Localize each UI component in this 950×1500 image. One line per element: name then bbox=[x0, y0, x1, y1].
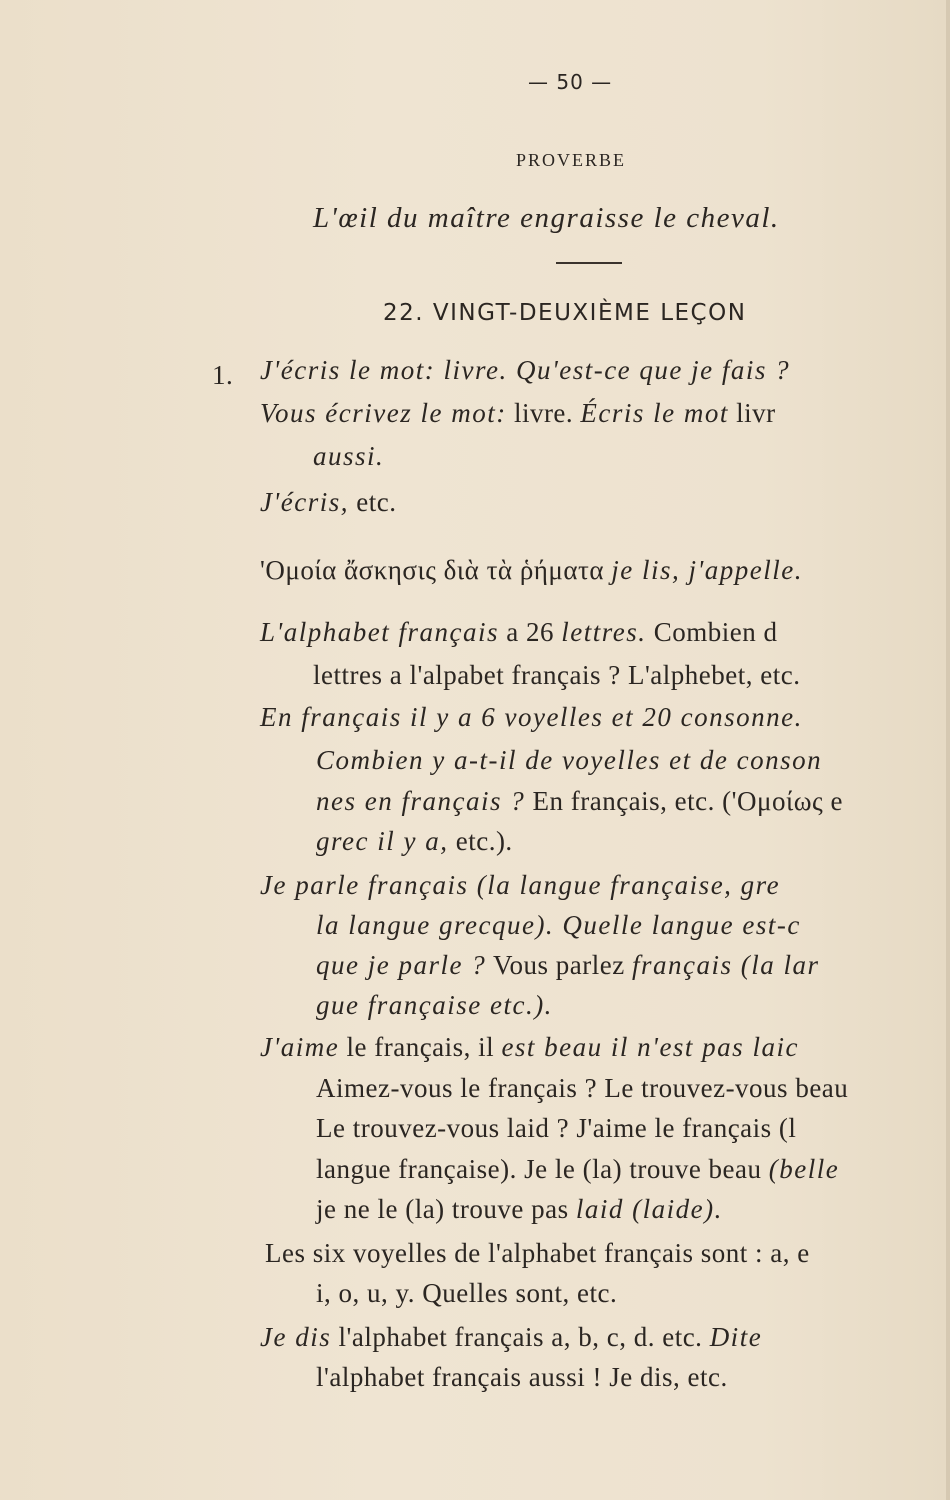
text-span: est beau il n'est pas laic bbox=[501, 1032, 799, 1062]
text-span: (belle bbox=[768, 1154, 840, 1184]
text-span: etc. bbox=[349, 487, 397, 517]
item-number: 1. bbox=[212, 360, 234, 390]
text-line-15 bbox=[316, 990, 553, 1021]
text-span: J'écris, bbox=[260, 487, 349, 517]
text-line-24 bbox=[316, 1362, 728, 1393]
text-span: langue française). Je le (la) trouve beau bbox=[316, 1154, 769, 1184]
text-span: a 26 bbox=[499, 617, 562, 647]
text-span: Je dis bbox=[260, 1322, 332, 1352]
text-line-10 bbox=[316, 786, 843, 817]
text-line-6 bbox=[260, 617, 778, 648]
text-line-18 bbox=[316, 1113, 796, 1144]
text-span: L'alphabet français bbox=[260, 617, 500, 647]
text-line-2 bbox=[260, 398, 776, 429]
text-span: l'alphabet français aussi ! Je dis, etc. bbox=[316, 1362, 728, 1392]
text-line-1 bbox=[260, 355, 790, 386]
lesson-title: 22. VINGT-DEUXIÈME LEÇON bbox=[383, 300, 747, 326]
text-line-20 bbox=[316, 1194, 723, 1225]
proverb-text: L'œil du maître engraisse le cheval. bbox=[313, 202, 780, 234]
text-line-16 bbox=[260, 1032, 799, 1063]
text-span: français (la lar bbox=[631, 950, 820, 980]
text-span: que je parle ? bbox=[316, 950, 487, 980]
proverb-label: PROVERBE bbox=[516, 150, 627, 170]
text-span: En français, etc. ('Ομοίως e bbox=[525, 786, 843, 816]
greek-text: 'Ομοία ἄσκησις διὰ τὰ ῥήματα bbox=[260, 555, 612, 585]
text-span: Le trouvez-vous laid ? J'aime le français (l bbox=[316, 1113, 797, 1143]
text-span: Dite bbox=[709, 1322, 763, 1352]
text-line-21 bbox=[265, 1238, 810, 1269]
text-span: laid (laide). bbox=[575, 1194, 723, 1224]
text-span: Écris le mot bbox=[580, 398, 729, 428]
text-line-12 bbox=[260, 870, 780, 901]
text-line-3 bbox=[313, 441, 384, 472]
text-span: Les six voyelles de l'alphabet français sont : a, e bbox=[265, 1238, 810, 1268]
text-line-4 bbox=[260, 487, 396, 518]
text-span: nes en français ? bbox=[316, 786, 526, 816]
text-span: grec il y a, bbox=[316, 826, 449, 856]
page-edge bbox=[946, 0, 950, 1500]
text-line-5 bbox=[260, 555, 803, 586]
text-span: livr bbox=[728, 398, 776, 428]
text-span: lettres a l'alpabet français ? L'alphebet, etc. bbox=[313, 660, 801, 690]
text-line-8 bbox=[260, 702, 803, 733]
text-span: J'aime bbox=[260, 1032, 340, 1062]
text-line-19 bbox=[316, 1154, 839, 1185]
text-span: Vous parlez bbox=[486, 950, 632, 980]
text-span: je ne le (la) trouve pas bbox=[316, 1194, 576, 1224]
text-line-23 bbox=[260, 1322, 762, 1353]
page-number: — 50 — bbox=[528, 70, 613, 94]
text-span: l'alphabet français a, b, c, d. etc. bbox=[331, 1322, 710, 1352]
text-line-7 bbox=[313, 660, 800, 691]
text-span: En français il y a 6 voyelles et 20 consonne. bbox=[260, 702, 803, 732]
text-span: livre. bbox=[506, 398, 581, 428]
text-span: je lis, j'appelle. bbox=[611, 555, 804, 585]
text-span: Je parle français (la langue française, gre bbox=[260, 870, 781, 900]
text-span: la langue grecque). Quelle langue est-c bbox=[316, 910, 801, 940]
text-span: i, o, u, y. Quelles sont, etc. bbox=[316, 1278, 618, 1308]
text-span: gue française etc.). bbox=[316, 990, 553, 1020]
text-span: etc.). bbox=[448, 826, 513, 856]
text-line-11 bbox=[316, 826, 513, 857]
text-span: Vous écrivez le mot: bbox=[260, 398, 507, 428]
text-line-14 bbox=[316, 950, 819, 981]
text-span: Combien d bbox=[646, 617, 778, 647]
text-span: Combien y a-t-il de voyelles et de conson bbox=[316, 745, 823, 775]
text-span: Aimez-vous le français ? Le trouvez-vous beau bbox=[316, 1073, 849, 1103]
text-line-13 bbox=[316, 910, 801, 941]
text-span: lettres. bbox=[561, 617, 647, 647]
text-span: aussi. bbox=[313, 441, 385, 471]
text-span: le français, il bbox=[339, 1032, 502, 1062]
text-line-9 bbox=[316, 745, 822, 776]
text-line-22 bbox=[316, 1278, 617, 1309]
separator-rule bbox=[556, 262, 622, 264]
text-line-17 bbox=[316, 1073, 848, 1104]
text-span: J'écris le mot: livre. Qu'est-ce que je fais ? bbox=[260, 355, 791, 385]
